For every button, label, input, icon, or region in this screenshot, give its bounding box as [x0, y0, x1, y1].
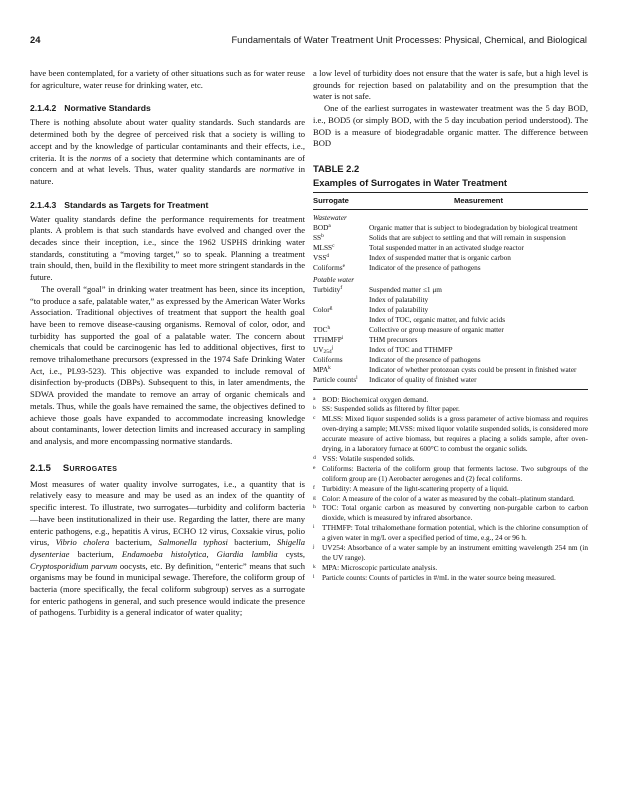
surrogate-cell: [313, 233, 369, 243]
surrogate-name: VSS: [313, 252, 327, 262]
footnote-mark: f: [340, 285, 343, 292]
table-row: [313, 223, 588, 233]
footnote-mark: g: [329, 305, 333, 312]
table-row: [313, 263, 588, 273]
footnote-mark: i: [313, 524, 315, 531]
footnote-text: Coliforms: Bacteria of the coliform group that ferments lactose. Two subgroups of the coliform group are (1) Aerobacter aerogenes and (2) fecal coliforms.: [322, 463, 588, 483]
surrogate-name: MLSS: [313, 242, 333, 252]
section-title: Surrogates: [62, 461, 118, 473]
table-label: TABLE 2.2: [313, 162, 360, 174]
right-column: [313, 68, 588, 583]
footnote-rule: [313, 389, 588, 390]
footnote: [313, 494, 588, 504]
surrogate-name: BOD: [313, 222, 329, 232]
footnote-text: Particle counts: Counts of particles in #/mL in the water source being measured.: [322, 572, 556, 582]
footnote: [313, 454, 588, 464]
surrogate-cell: [313, 263, 369, 273]
footnote-text: SS: Suspended solids as filtered by filter paper.: [322, 404, 460, 414]
footnote-text: UV254: Absorbance of a water sample by an instrument emitting wavelength 254 nm (in the UV range).: [322, 543, 588, 563]
surrogate-subscript: 254: [323, 348, 332, 355]
footnote-text: Color: A measure of the color of a water as measured by the cobalt–platinum standard.: [322, 493, 575, 503]
surrogate-name: MPA: [313, 364, 329, 374]
footnote-mark: e: [342, 262, 345, 269]
surrogate-cell: [313, 285, 369, 295]
surrogate-cell: [313, 355, 369, 365]
table-row: [313, 315, 588, 325]
footnote-mark: l: [313, 573, 315, 580]
section-heading-2-1-4-2: [30, 103, 305, 113]
surrogate-cell: [313, 223, 369, 233]
footnote-text: BOD: Biochemical oxygen demand.: [322, 394, 429, 404]
footnote-text: TTHMFP: Total trihalomethane formation potential, which is the chlorine consumption of a given water in mg/L over a specified period of time, e.g., 24 or 96 h.: [322, 523, 588, 543]
surrogate-cell: [313, 325, 369, 335]
table-row: [313, 355, 588, 365]
footnote-mark: b: [321, 232, 324, 239]
footnote: [313, 404, 588, 414]
surrogates-paragraph: Most measures of water quality involve surrogates, i.e., a quantity that is relatively easy to measure and may be used as an index of the quantity of specific interest. To illustrate, two surrogates—turbidity and coliform bacteria—have been institutionalized in their use. Regarding the latter, there are many enteric pathogens, e.g., hepatitis A virus, ECHO 12 virus, Coxsakie virus, polio virus, Vibrio cholera bacterium, Salmonella typhosi bacterium, Shigella dysenteriae bacterium, Endamoeba histolytica, Giardia lamblia cysts, Cryptosporidium parvum oocysts, etc. By definition, “enteric” means that such organisms may be found in municipal sewage. Therefore, the coliform group of bacteria (more specifically, the fecal coliform subgroup) serves as a surrogate for enteric pathogens in general, and such presence would indicate the presence of pathogens. Turbidity is a general indicator of water quality;: [30, 478, 305, 618]
surrogate-name: TOC: [313, 325, 328, 335]
measurement-cell: Organic matter that is subject to biodegradation by biological treatment: [369, 222, 578, 232]
footnote-text: MLSS: Mixed liquor suspended solids is a gross parameter of active biomass and requires oven-drying a sample; MLVSS: mixed liquor volatile suspended solids, is considered more accurate measure of active biomass, but requires a placing a solids sample, after oven-drying, in a laboratory furnace at 600°C to combust the organic solids.: [322, 414, 588, 454]
footnote-mark: h: [327, 325, 331, 332]
table-row: [313, 285, 588, 295]
measurement-cell: Collective or group measure of organic matter: [369, 325, 504, 335]
table-section-potable: Potable water: [313, 275, 355, 285]
bod-paragraph: One of the earliest surrogates in wastewater treatment was the 5 day BOD, i.e., BOD5 (or simply BOD, with the 5 day incubation period understood). The BOD is a measure of biodegradable organic matter. The difference between BOD: [313, 103, 588, 149]
footnote-mark: j: [313, 544, 315, 551]
footnote-mark: b: [313, 405, 316, 412]
surrogate-name: Coliforms: [313, 262, 343, 272]
measurement-cell: Index of TOC, organic matter, and fulvic acids: [369, 315, 506, 325]
footnote-mark: e: [313, 464, 316, 471]
table-row: [313, 295, 588, 305]
measurement-cell: THM precursors: [369, 334, 418, 344]
surrogates-table: [313, 163, 588, 583]
footnote-text: MPA: Microscopic particulate analysis.: [322, 562, 438, 572]
surrogate-name: Turbidity: [313, 285, 341, 295]
surrogate-name: Particle counts: [313, 374, 357, 384]
goal-paragraph: The overall “goal” in drinking water treatment has been, since its inception, “to produce a safe, palatable water,” as expressed by the American Water Works Association. Traditional objectives of treatment that support the health goal have been to remove disease-causing organisms. Removal of color, odor, and turbidity has supported the goal of a palatable water. The concern about chemicals that could be carcinogenic has led to additional objectives, first to remove trihalomethane precursors (expressed in the 1974 Safe Drinking Water Act, i.e., PL93-523). This objective was expanded to include removal of disinfection by-products (DBPs). Subsequent to this, in later amendments, the SDWA provided the mandate to remove an array of organic chemicals and metals. Thus, while the goals have remained the same, the objectives defined to achieve those goals have expanded to accommodate increasing knowledge about contaminants, lower detection limits and increased accuracy in sampling and analysis, and more encompassing normative standards.: [30, 283, 305, 446]
surrogate-cell: [313, 305, 369, 315]
measurement-cell: Indicator of the presence of pathogens: [369, 354, 481, 364]
surrogate-name: TTHMFP: [313, 334, 342, 344]
section-number: 2.1.4.2: [30, 103, 57, 114]
footnote-mark: k: [328, 364, 331, 371]
footnote-mark: g: [313, 494, 316, 501]
left-column: [30, 68, 305, 619]
table-row: [313, 253, 588, 263]
section-heading-2-1-5: [30, 462, 305, 473]
footnote: [313, 573, 588, 583]
footnote-mark: h: [313, 504, 316, 511]
table-row: [313, 233, 588, 243]
footnote-mark: c: [332, 242, 335, 249]
surrogate-cell: [313, 295, 369, 305]
table-body-potable: [313, 285, 588, 384]
column-header-measurement: Measurement: [454, 195, 503, 205]
measurement-cell: Solids that are subject to settling and that will remain in suspension: [369, 232, 566, 242]
table-row: [313, 305, 588, 315]
footnote-mark: a: [313, 395, 316, 402]
measurement-cell: Total suspended matter in an activated sludge reactor: [369, 242, 524, 252]
table-title: Examples of Surrogates in Water Treatment: [313, 176, 507, 188]
footnote-text: Turbidity: A measure of the light-scattering property of a liquid.: [322, 483, 509, 493]
table-section-wastewater: Wastewater: [313, 212, 347, 222]
measurement-cell: Index of palatability: [369, 295, 429, 305]
footnote: [313, 543, 588, 563]
normative-paragraph: There is nothing absolute about water quality standards. Such standards are determined both by the degree of perceived risk that a society is willing to accept and by the knowledge of particular contaminants and their effects, i.e., criteria. It is the norms of a society that determine which contaminants are of concern and at what levels. Thus, water quality standards are normative in nature.: [30, 117, 305, 186]
measurement-cell: Indicator of the presence of pathogens: [369, 262, 481, 272]
footnote: [313, 563, 588, 573]
measurement-cell: Index of palatability: [369, 305, 429, 315]
footnote-mark: f: [313, 484, 315, 491]
section-heading-2-1-4-3: [30, 200, 305, 210]
section-number: 2.1.4.3: [30, 199, 57, 210]
footnote-mark: d: [326, 252, 330, 259]
footnote: [313, 484, 588, 494]
footnote-mark: d: [313, 454, 316, 461]
running-head: [30, 34, 587, 45]
footnote-mark: l: [356, 374, 358, 381]
measurement-cell: Indicator of whether protozoan cysts could be present in finished water: [369, 364, 577, 374]
table-row: [313, 335, 588, 345]
turbidity-continuation-paragraph: a low level of turbidity does not ensure that the water is safe, but a high level is grounds for rejection based on palatability and on the presumption that the water is not safe.: [313, 68, 588, 102]
measurement-cell: Suspended matter ≤1 μm: [369, 285, 442, 295]
table-row: [313, 243, 588, 253]
table-body-wastewater: [313, 223, 588, 273]
book-title: Fundamentals of Water Treatment Unit Processes: Physical, Chemical, and Biological: [231, 34, 587, 45]
section-title: Standards as Targets for Treatment: [64, 199, 209, 210]
footnote-text: TOC: Total organic carbon as measured by converting non-purgable carbon to carbon dioxide, which is measured by infrared absorbance.: [322, 503, 588, 523]
surrogate-name: Color: [313, 305, 330, 315]
table-row: [313, 345, 588, 355]
footnote-mark: k: [313, 563, 316, 570]
targets-paragraph: Water quality standards define the performance requirements for treatment plants. A problem is that such standards have evolved and changed over the decades since their inception, i.e., since the 1962 USPHS drinking water standards, constituting a “moving target,” so to speak. Planning a treatment train should, then, build in the flexibility to meet more stringent standards in the future.: [30, 213, 305, 283]
table-header-row: [313, 193, 588, 209]
footnote-mark: j: [331, 344, 334, 351]
measurement-cell: Index of TOC and TTHMFP: [369, 344, 453, 354]
table-row: [313, 325, 588, 335]
measurement-cell: Index of suspended matter that is organic carbon: [369, 252, 511, 262]
section-title: Normative Standards: [64, 103, 151, 114]
table-row: [313, 375, 588, 385]
surrogate-cell: [313, 365, 369, 375]
surrogate-cell: [313, 345, 369, 355]
page-number: 24: [30, 34, 41, 45]
surrogate-cell: [313, 253, 369, 263]
footnote: [313, 395, 588, 405]
footnote-mark: a: [328, 222, 331, 229]
footnote: [313, 523, 588, 543]
footnote-mark: c: [313, 415, 316, 422]
surrogate-cell: [313, 335, 369, 345]
footnote: [313, 503, 588, 523]
footnote-mark: i: [341, 334, 344, 341]
measurement-cell: Indicator of quality of finished water: [369, 374, 477, 384]
intro-paragraph: have been contemplated, for a variety of other situations such as for water reuse for agriculture, water reuse for drinking water, etc.: [30, 68, 305, 90]
footnote: [313, 464, 588, 484]
surrogate-cell: [313, 375, 369, 385]
table-row: [313, 365, 588, 375]
footnote-text: VSS: Volatile suspended solids.: [322, 453, 415, 463]
surrogate-name: SS: [313, 232, 322, 242]
surrogate-name: UV: [313, 344, 324, 354]
surrogate-cell: [313, 315, 369, 325]
table-header-rule: [313, 209, 588, 210]
table-footnotes: [313, 395, 588, 583]
surrogate-cell: [313, 243, 369, 253]
surrogate-name: Coliforms: [313, 354, 343, 364]
column-header-surrogate: Surrogate: [313, 195, 349, 205]
section-number: 2.1.5: [30, 461, 51, 473]
footnote: [313, 414, 588, 454]
